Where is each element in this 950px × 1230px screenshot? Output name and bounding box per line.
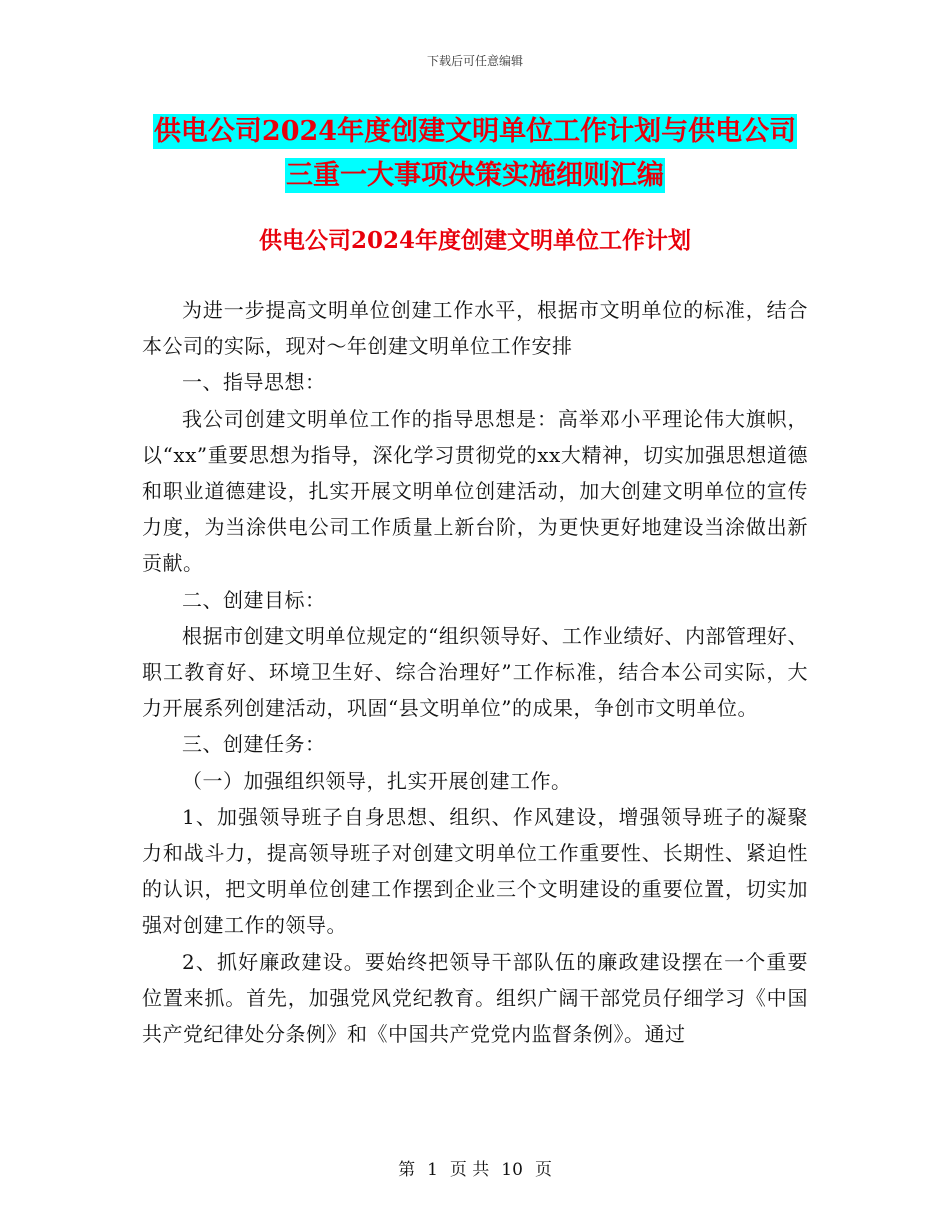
paragraph-guiding-ideology: 我公司创建文明单位工作的指导思想是：高举邓小平理论伟大旗帜，以“xx”重要思想为指导，深化学习贯彻党的xx大精神，切实加强思想道德和职业道德建设，扎实开展文明单位创建活动，加大创建文明单位的宣传力度，为当涂供电公司工作质量上新台阶，为更快更好地建设当涂做出新贡献。 <box>142 406 808 576</box>
document-title-line-1: 供电公司2024年度创建文明单位工作计划与供电公司 <box>153 116 797 147</box>
paragraph-goals: 根据市创建文明单位规定的“组织领导好、工作业绩好、内部管理好、职工教育好、环境卫生好、综合治理好”工作标准，结合本公司实际，大力开展系列创建活动，巩固“县文明单位”的成果，争创市文明单位。 <box>142 623 808 721</box>
page-number: 1 <box>427 1160 438 1180</box>
paragraph-task-1-1: 1、加强领导班子自身思想、组织、作风建设，增强领导班子的凝聚力和战斗力，提高领导班子对创建文明单位工作重要性、长期性、紧迫性的认识，把文明单位创建工作摆到企业三个文明建设的重要位置，切实加强对创建工作的领导。 <box>142 804 808 938</box>
document-body <box>142 292 808 1052</box>
footer-prefix: 第 <box>398 1160 416 1180</box>
subheading-task-1: （一）加强组织领导，扎实开展创建工作。 <box>182 768 572 793</box>
section-title: 供电公司2024年度创建文明单位工作计划 <box>258 227 691 254</box>
footer-mid: 页 共 <box>449 1160 490 1180</box>
paragraph-task-1-2: 2、抓好廉政建设。要始终把领导干部队伍的廉政建设摆在一个重要位置来抓。首先，加强党风党纪教育。组织广阔干部党员仔细学习《中国共产党纪律处分条例》和《中国共产党党内监督条例》。通过 <box>142 949 808 1047</box>
heading-tasks: 三、创建任务： <box>182 732 326 757</box>
paragraph-intro: 为进一步提高文明单位创建工作水平，根据市文明单位的标准，结合本公司的实际，现对～年创建文明单位工作安排 <box>142 298 808 359</box>
heading-guiding-ideology: 一、指导思想： <box>182 370 326 395</box>
document-title <box>0 110 950 198</box>
heading-goals: 二、创建目标： <box>182 587 326 612</box>
document-title-line-2: 三重一大事项决策实施细则汇编 <box>286 160 664 191</box>
footer-suffix: 页 <box>534 1160 552 1180</box>
header-note: 下载后可任意编辑 <box>426 54 523 68</box>
page-footer <box>0 1155 950 1180</box>
page-total: 10 <box>501 1160 523 1180</box>
